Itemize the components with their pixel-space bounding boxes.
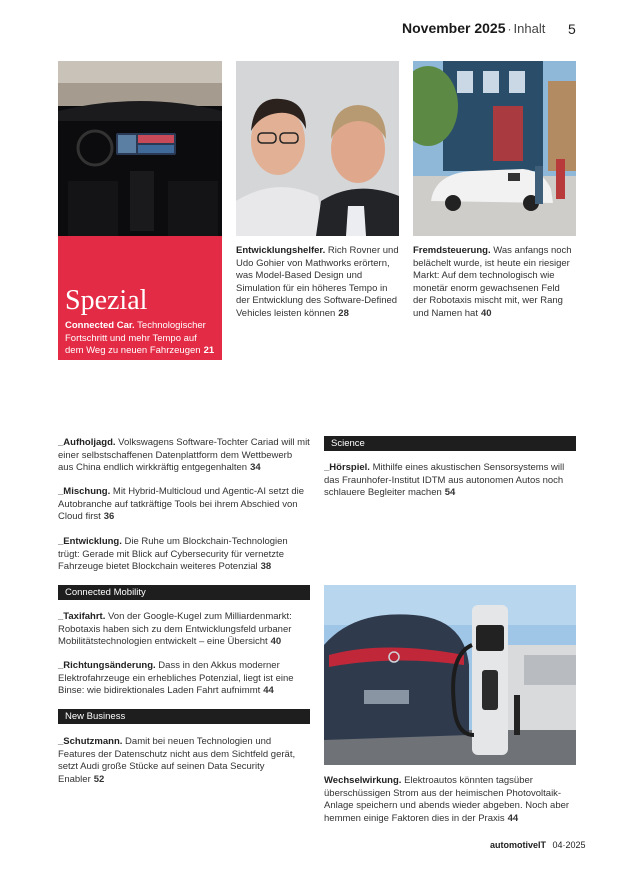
entry-richtungsaenderung[interactable]: _Richtungsänderung. Dass in den Akkus moderner Elektrofahrzeuge ein erhebliches Potenzial, liegt ist eine Binse: wie bidirektionales Laden Fahrt aufnimmt 44 — [58, 660, 294, 696]
entry-taxifahrt[interactable]: _Taxifahrt. Von der Google-Kugel zum Milliardenmarkt: Robotaxis haben sich zu dem Entwicklungsfeld urbaner Mobilitätstechnologien entwickelt – eine Übersicht 40 — [58, 611, 292, 647]
page-footer — [490, 840, 586, 850]
section-connected-mobility: Connected Mobility — [58, 585, 310, 600]
section-name: Inhalt — [513, 21, 546, 36]
page-header — [402, 20, 545, 36]
interview-photo — [236, 61, 399, 236]
feature-1-page: 28 — [338, 307, 349, 319]
page-number: 5 — [568, 21, 576, 37]
feature-wechselwirkung[interactable]: Wechselwirkung. Elektroautos könnten tagsüber überschüssigen Strom aus der heimischen Photovoltaik-Anlage speichern und abends wieder abgeben. Noch aber hemmen einige Faktoren dies in der Praxis 44 — [324, 775, 570, 824]
footer-issue: 04·2025 — [552, 840, 586, 850]
ev-charging-photo — [324, 585, 576, 765]
entry-hoerspiel[interactable]: _Hörspiel. Mithilfe eines akustischen Sensorsystems will das Fraunhofer-Institut IDTM aus autonomen Autos noch schlauere Begleiter machen 54 — [324, 462, 565, 498]
car-interior-photo — [58, 61, 222, 236]
spezial-box[interactable] — [58, 236, 222, 360]
header-separator: · — [507, 22, 512, 36]
entry-entwicklung[interactable]: _Entwicklung. Die Ruhe um Blockchain-Technologien trügt: Gerade mit Blick auf Cybersecurity für vernetzte Fahrzeuge bietet Blockchain weiteres Potenzial 38 — [58, 536, 288, 572]
entry-schutzmann[interactable]: _Schutzmann. Damit bei neuen Technologien und Features der Datenschutz nicht aus dem Sichtfeld gerät, setzt Audi große Stücke auf seinen Data Security Enabler 52 — [58, 736, 296, 785]
feature-entwicklungshelfer[interactable]: Entwicklungshelfer. Rich Rovner und Udo Gohier von Mathworks erörtern, was Model-Based Design und Simulation für ein höheres Tempo in der Entwicklung des Software-Defined Vehicles leisten können 28 — [236, 245, 399, 319]
issue-month: November 2025 — [402, 20, 506, 36]
robotaxi-street-photo — [413, 61, 576, 236]
feature-2-page: 40 — [480, 307, 492, 319]
feature-fremdsteuerung[interactable]: Fremdsteuerung. Was anfangs noch belächelt wurde, ist heute ein riesiger Markt: Auf dem technologisch wie monetär enorm gewachsenen Feld der Robotaxis mischt mit, wer Rang und Namen hat 40 — [413, 245, 572, 319]
footer-brand: automotiveIT — [490, 840, 547, 850]
spezial-teaser: Connected Car. Technologischer Fortschritt und mehr Tempo auf dem Weg zu neuen Fahrzeugen 21 — [65, 320, 215, 356]
section-new-business: New Business — [58, 709, 310, 724]
spezial-title: Spezial — [65, 285, 148, 316]
feature-3-page: 44 — [507, 812, 519, 824]
entry-mischung[interactable]: _Mischung. Mit Hybrid-Multicloud und Agentic-AI setzt die Autobranche auf tatkräftige Tools bei ihrem Abschied von Cloud first 36 — [58, 486, 305, 522]
spezial-page: 21 — [203, 345, 215, 356]
section-science: Science — [324, 436, 576, 451]
entry-aufholjagd[interactable]: _Aufholjagd. Volkswagens Software-Tochter Cariad will mit einer selbstschaffenen Datenplattform dem Wettbewerb aus China endlich wirkkräftig entgegenhalten 34 — [58, 437, 310, 473]
